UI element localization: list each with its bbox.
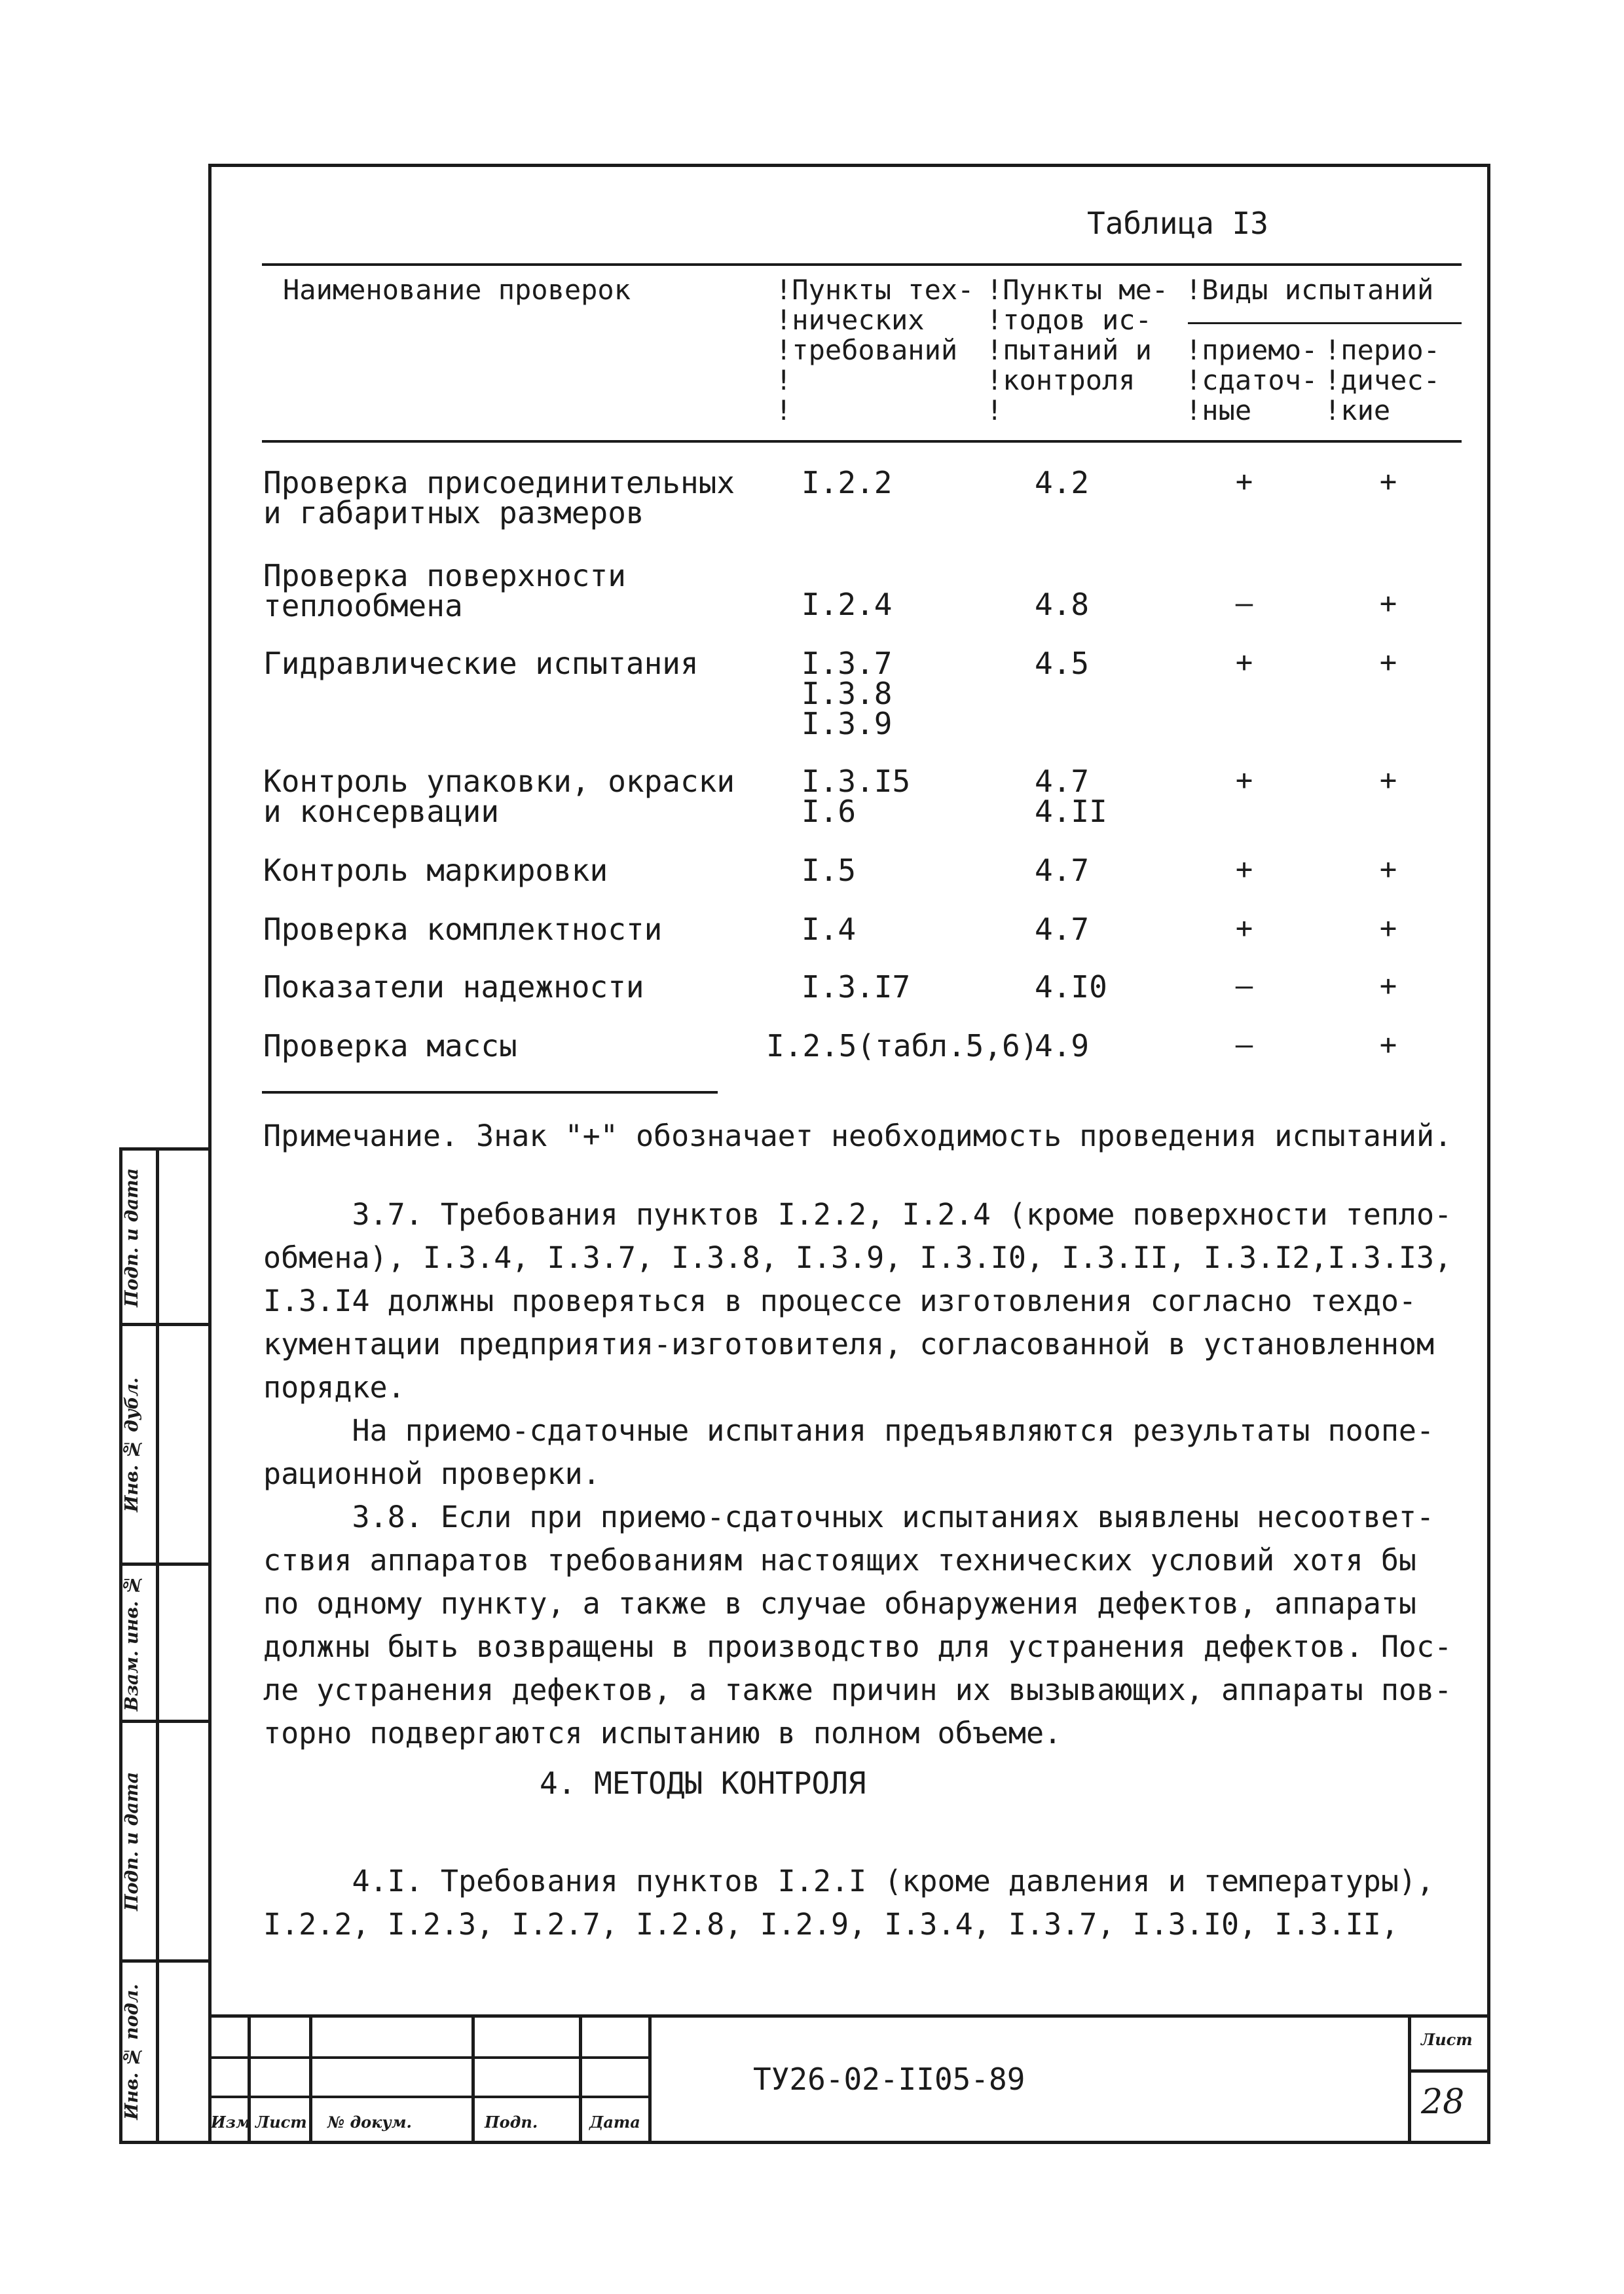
stamp-mid-line [208, 2056, 650, 2059]
header-acceptance: !приемо- !сдаточ- !ные [1185, 334, 1318, 426]
row-periodic: + [1379, 646, 1397, 679]
paragraph-3-7: 3.7. Требования пунктов I.2.2, I.2.4 (кроме поверхности тепло- обмена), I.3.4, I.3.7, I.3.8, I.3.9, I.3.I0, I.3.II, I.3.I2,I.3.I3, I.3.I4 должны проверяться в процессе изготовления согласно техдо- кументации предприятия-изготовителя, согласованной в установленном порядке. [263, 1197, 1452, 1405]
document-code: ТУ26-02-II05-89 [753, 2062, 1025, 2097]
side-strip-line [119, 1959, 208, 1963]
stamp-col-line [579, 2014, 582, 2144]
table-caption: Таблица I3 [1087, 206, 1268, 241]
header-test-types: !Виды испытаний [1185, 274, 1434, 306]
stamp-label-change: Изм [211, 2113, 251, 2132]
row-tech: I.2.5(табл.5,6) [766, 1028, 1039, 1064]
row-periodic: + [1379, 853, 1397, 886]
stamp-col-line [309, 2014, 312, 2144]
stamp-sheet-line [1408, 2014, 1411, 2144]
header-periodic: !перио- !дичес- !кие [1324, 334, 1441, 426]
table-header-rule [262, 440, 1462, 443]
row-tech: I.4 [802, 912, 857, 947]
row-name: Проверка присоединительных и габаритных размеров [263, 465, 735, 530]
stamp-sheet-divider [1408, 2069, 1490, 2073]
page-frame [208, 164, 1490, 2144]
side-label-sign-date-2: Подп. и дата [122, 1771, 142, 1912]
row-method: 4.7 [1035, 853, 1090, 888]
header-tech-points: !Пункты тех- !нических !требований ! ! [775, 274, 974, 426]
side-strip-line [119, 1323, 208, 1326]
header-method-points: !Пункты ме- !тодов ис- !пытаний и !контроля ! [986, 274, 1169, 426]
side-label-sign-date: Подп. и дата [122, 1168, 142, 1308]
row-name: Гидравлические испытания [263, 646, 699, 681]
side-label-original-inv: Инв. № подл. [122, 1984, 142, 2120]
side-strip-line [119, 1720, 208, 1723]
stamp-label-doc-number: № докум. [327, 2113, 412, 2132]
row-method: 4.2 [1035, 465, 1090, 500]
row-acceptance: – [1235, 1028, 1253, 1062]
row-tech: I.3.7 I.3.8 I.3.9 [802, 646, 893, 741]
side-label-dup-inv: Инв. № дубл. [122, 1377, 142, 1512]
section-heading: 4. МЕТОДЫ КОНТРОЛЯ [540, 1766, 866, 1801]
stamp-col-line [471, 2014, 475, 2144]
row-acceptance: + [1235, 646, 1253, 679]
row-name: Контроль маркировки [263, 853, 608, 888]
paragraph-4-1: 4.I. Требования пунктов I.2.I (кроме давления и температуры), I.2.2, I.2.3, I.2.7, I.2.8, I.2.9, I.3.4, I.3.7, I.3.I0, I.3.II, [263, 1864, 1435, 1942]
row-acceptance: + [1235, 764, 1253, 797]
row-acceptance: – [1235, 969, 1253, 1003]
row-tech: I.3.I5 I.6 [802, 764, 911, 829]
row-name: Проверка комплектности [263, 912, 663, 947]
table-bottom-rule [262, 1091, 718, 1094]
sheet-label: Лист [1421, 2030, 1473, 2049]
side-label-replace-inv: Взам. инв. № [122, 1574, 142, 1712]
side-strip-line [119, 1563, 208, 1566]
row-method: 4.I0 [1035, 969, 1107, 1005]
row-method: 4.7 4.II [1035, 764, 1107, 829]
row-name: Контроль упаковки, окраски и консервации [263, 764, 735, 829]
test-types-rule [1188, 322, 1462, 324]
row-periodic: + [1379, 912, 1397, 945]
row-name: Проверка массы [263, 1028, 517, 1064]
stamp-label-sheet: Лист [255, 2113, 307, 2132]
row-acceptance: – [1235, 587, 1253, 620]
row-acceptance: + [1235, 853, 1253, 886]
stamp-label-date: Дата [589, 2113, 640, 2132]
row-periodic: + [1379, 587, 1397, 620]
row-method: 4.5 [1035, 646, 1090, 681]
sheet-number: 28 [1421, 2082, 1465, 2122]
row-acceptance: + [1235, 465, 1253, 498]
row-acceptance: + [1235, 912, 1253, 945]
row-method: 4.7 [1035, 912, 1090, 947]
row-name: Проверка поверхности теплообмена [263, 558, 626, 623]
row-periodic: + [1379, 969, 1397, 1003]
side-strip-divider [156, 1147, 159, 2144]
table-note: Примечание. Знак "+" обозначает необходимость проведения испытаний. [263, 1119, 1452, 1153]
row-tech: I.3.I7 [802, 969, 911, 1005]
paragraph-3-7-continued: На приемо-сдаточные испытания предъявляются результаты поопе- рационной проверки. [263, 1413, 1435, 1491]
row-periodic: + [1379, 465, 1397, 498]
stamp-col-line [648, 2014, 652, 2144]
row-method: 4.8 [1035, 587, 1090, 622]
stamp-label-signature: Подп. [485, 2113, 538, 2132]
row-tech: I.2.2 [802, 465, 893, 500]
row-tech: I.5 [802, 853, 857, 888]
table-top-rule [262, 263, 1462, 266]
paragraph-3-8: 3.8. Если при приемо-сдаточных испытаниях выявлены несоответ- ствия аппаратов требованиям настоящих технических условий хотя бы по одному пункту, а также в случае обнаружения дефектов, аппараты должны быть возвращены в производство для устранения дефектов. Пос- ле устранения дефектов, а также причин их вызывающих, аппараты пов- торно подвергаются испытанию в полном объеме. [263, 1500, 1452, 1750]
row-periodic: + [1379, 764, 1397, 797]
row-method: 4.9 [1035, 1028, 1090, 1064]
stamp-top-line [208, 2014, 1490, 2018]
header-name: Наименование проверок [283, 274, 631, 306]
row-name: Показатели надежности [263, 969, 644, 1005]
row-tech: I.2.4 [802, 587, 893, 622]
stamp-mid-line [208, 2096, 650, 2098]
row-periodic: + [1379, 1028, 1397, 1062]
